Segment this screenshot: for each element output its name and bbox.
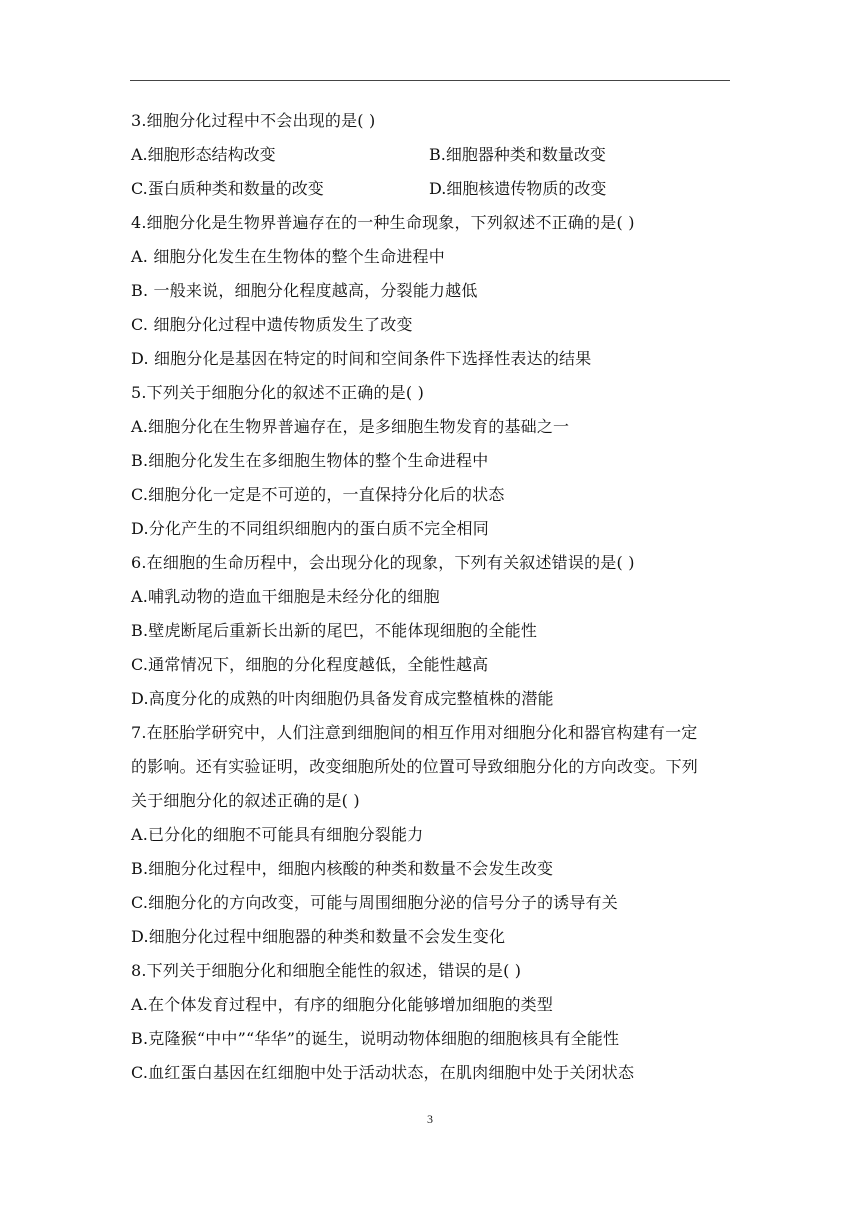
question-6-option-b: B.壁虎断尾后重新长出新的尾巴，不能体现细胞的全能性 (131, 621, 538, 640)
question-3-options-row-2 (131, 172, 731, 206)
question-8-stem: 8.下列关于细胞分化和细胞全能性的叙述，错误的是( ) (131, 961, 522, 980)
question-7-stem-line-2: 的影响。还有实验证明，改变细胞所处的位置可导致细胞分化的方向改变。下列 (131, 757, 699, 776)
question-7-stem-line-1: 7.在胚胎学研究中，人们注意到细胞间的相互作用对细胞分化和器官构建有一定 (131, 723, 698, 742)
question-3-option-d: D.细胞核遗传物质的改变 (429, 179, 607, 198)
question-7-option-a: A.已分化的细胞不可能具有细胞分裂能力 (131, 825, 424, 844)
header-rule (130, 80, 730, 81)
question-3-option-c: C.蛋白质种类和数量的改变 (131, 179, 324, 198)
question-3-stem: 3.细胞分化过程中不会出现的是( ) (131, 111, 376, 130)
question-4-stem: 4.细胞分化是生物界普遍存在的一种生命现象，下列叙述不正确的是( ) (131, 213, 635, 232)
question-5-stem: 5.下列关于细胞分化的叙述不正确的是( ) (131, 383, 425, 402)
question-6-option-d: D.高度分化的成熟的叶肉细胞仍具备发育成完整植株的潜能 (131, 689, 554, 708)
question-8-option-b: B.克隆猴“中中”“华华”的诞生，说明动物体细胞的细胞核具有全能性 (131, 1029, 620, 1048)
page-number: 3 (427, 1112, 433, 1126)
question-4-option-a: A. 细胞分化发生在生物体的整个生命进程中 (131, 247, 445, 266)
question-5-option-a: A.细胞分化在生物界普遍存在，是多细胞生物发育的基础之一 (131, 417, 570, 436)
question-7-option-c: C.细胞分化的方向改变，可能与周围细胞分泌的信号分子的诱导有关 (131, 893, 618, 912)
question-7-option-d: D.细胞分化过程中细胞器的种类和数量不会发生变化 (131, 927, 506, 946)
question-3-option-a: A.细胞形态结构改变 (131, 145, 276, 164)
question-4-option-c: C. 细胞分化过程中遗传物质发生了改变 (131, 315, 413, 334)
question-5-option-c: C.细胞分化一定是不可逆的，一直保持分化后的状态 (131, 485, 505, 504)
question-6-option-c: C.通常情况下，细胞的分化程度越低，全能性越高 (131, 655, 489, 674)
question-7-stem-line-3: 关于细胞分化的叙述正确的是( ) (131, 791, 360, 810)
question-5-option-d: D.分化产生的不同组织细胞内的蛋白质不完全相同 (131, 519, 489, 538)
question-5-option-b: B.细胞分化发生在多细胞生物体的整个生命进程中 (131, 451, 489, 470)
page-content (131, 104, 731, 1090)
question-6-option-a: A.哺乳动物的造血干细胞是未经分化的细胞 (131, 587, 440, 606)
question-4-option-b: B. 一般来说，细胞分化程度越高，分裂能力越低 (131, 281, 478, 300)
question-7-option-b: B.细胞分化过程中，细胞内核酸的种类和数量不会发生改变 (131, 859, 554, 878)
question-4-option-d: D. 细胞分化是基因在特定的时间和空间条件下选择性表达的结果 (131, 349, 592, 368)
question-3-options-row-1 (131, 138, 731, 172)
question-8-option-c: C.血红蛋白基因在红细胞中处于活动状态，在肌肉细胞中处于关闭状态 (131, 1063, 635, 1082)
question-6-stem: 6.在细胞的生命历程中，会出现分化的现象，下列有关叙述错误的是( ) (131, 553, 635, 572)
question-3-option-b: B.细胞器种类和数量改变 (429, 145, 606, 164)
question-8-option-a: A.在个体发育过程中，有序的细胞分化能够增加细胞的类型 (131, 995, 554, 1014)
